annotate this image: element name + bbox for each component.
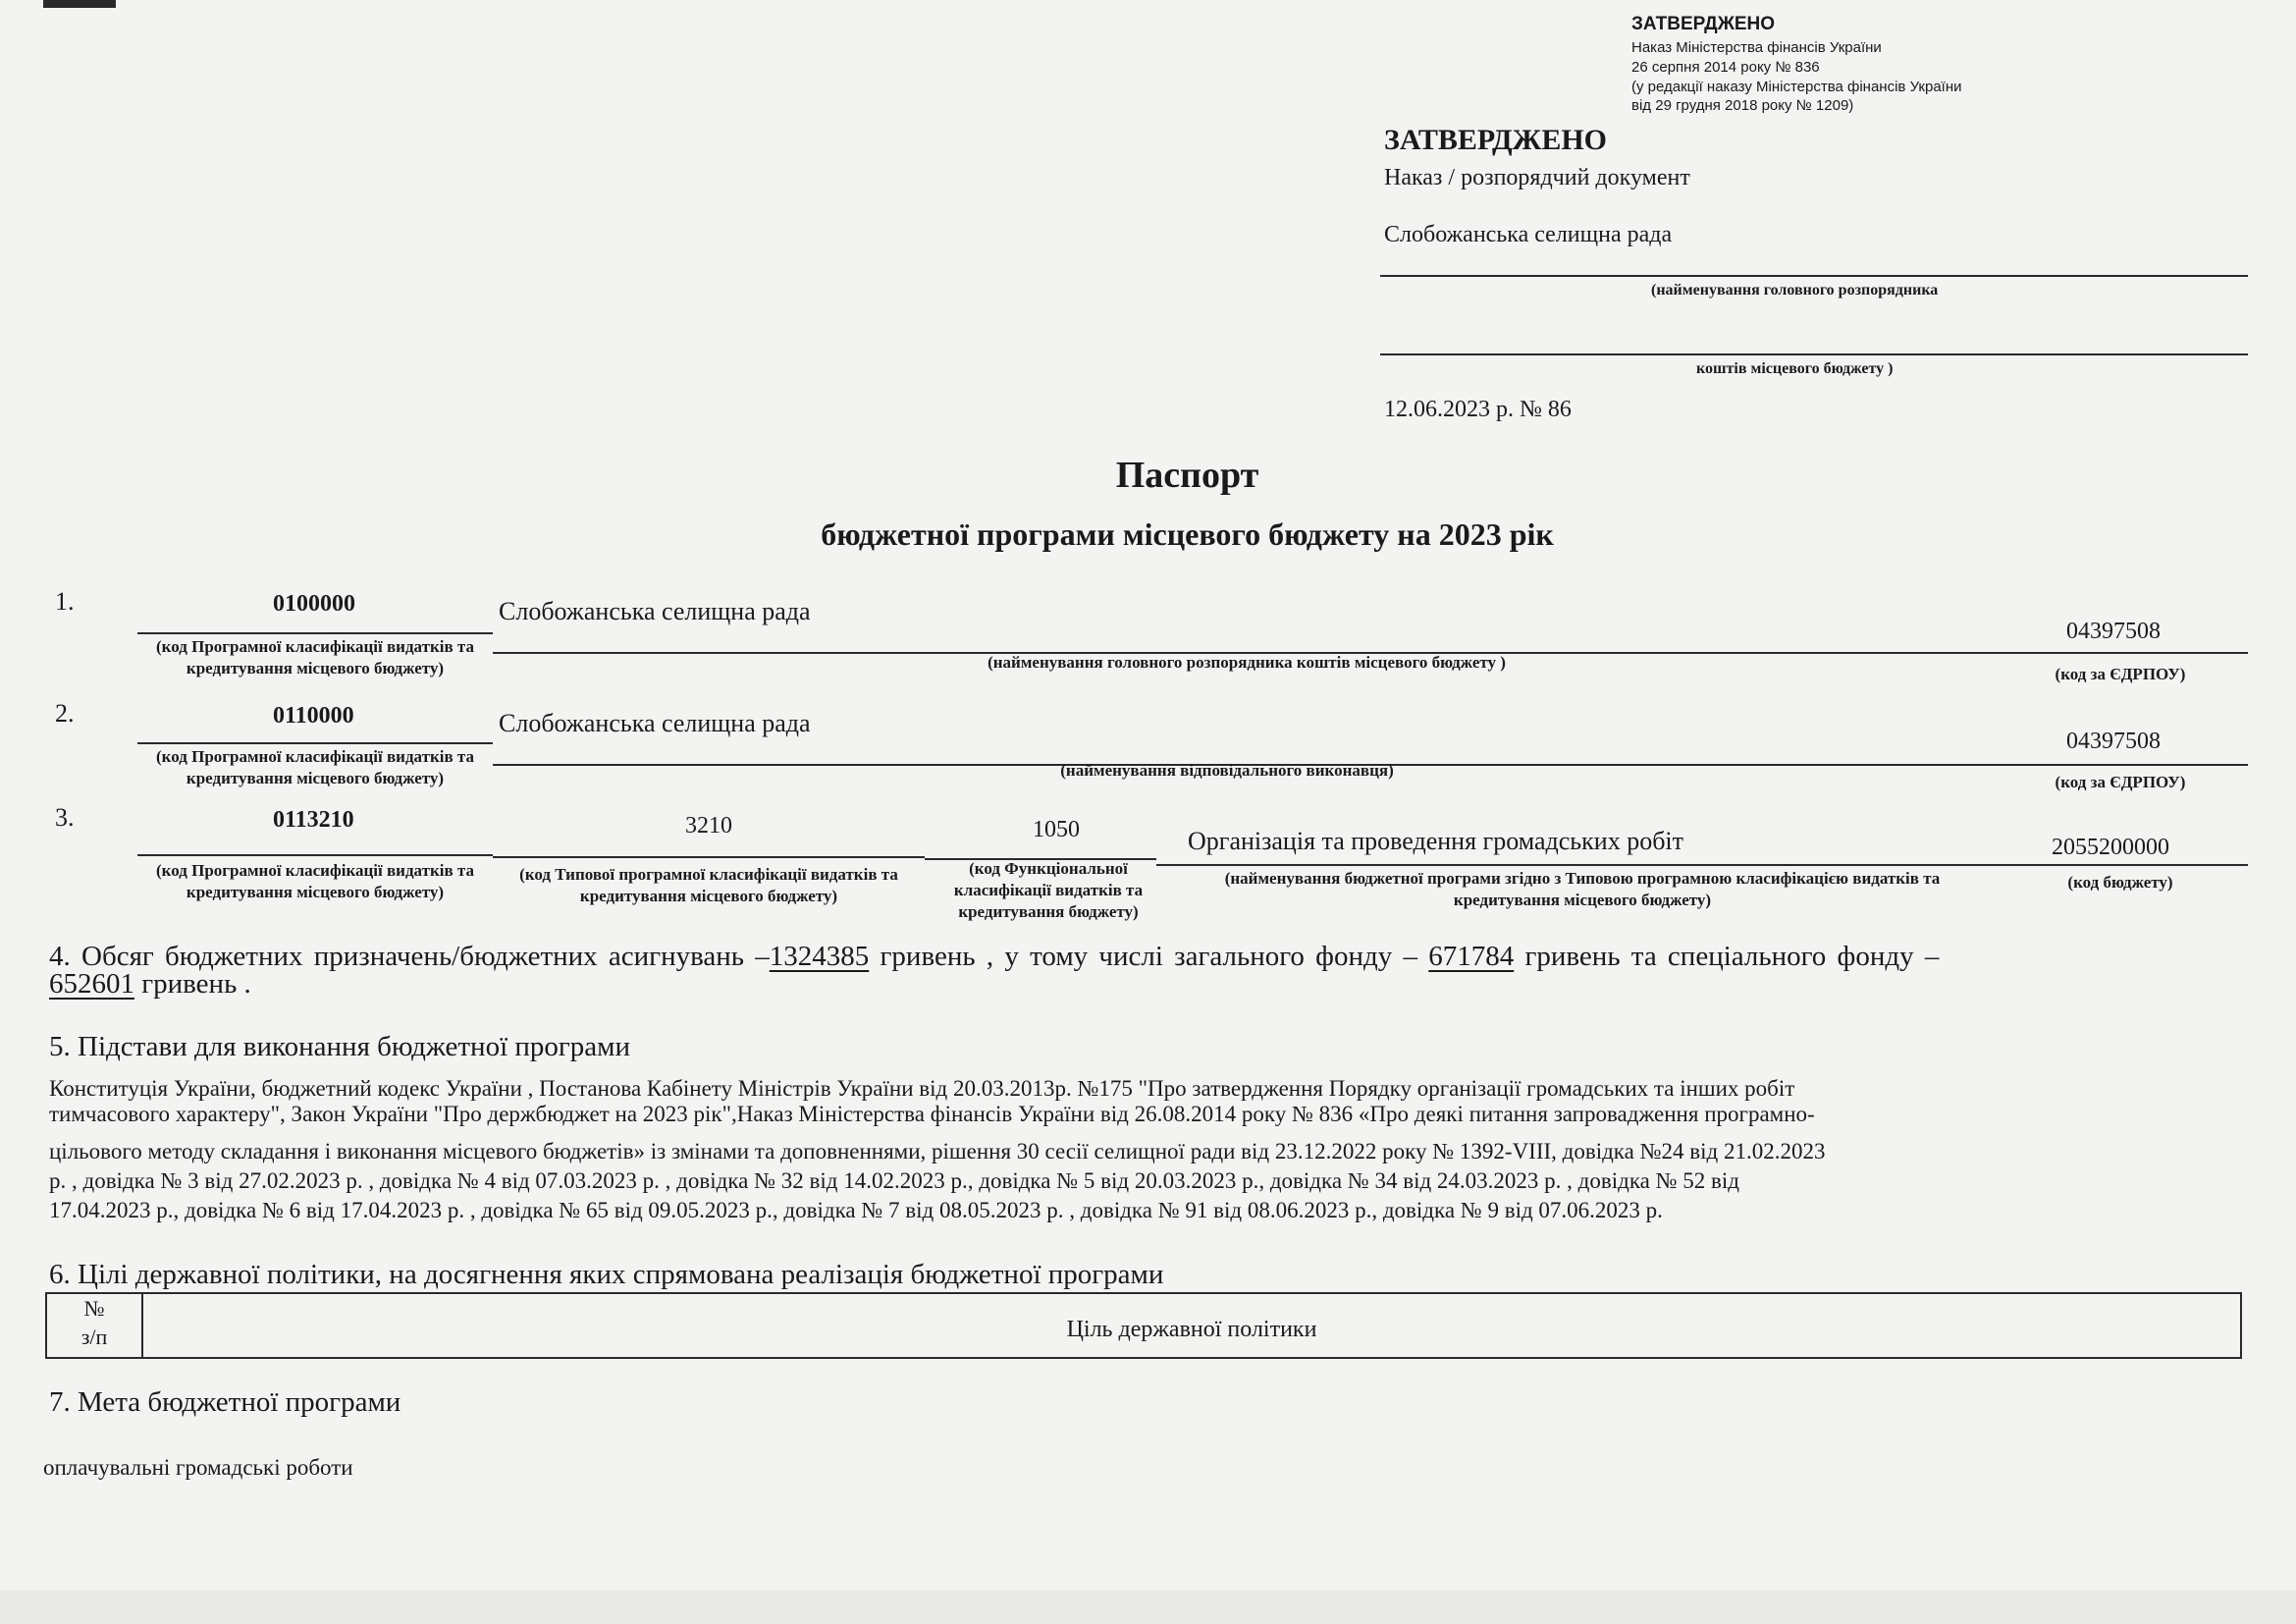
approval-top-title: ЗАТВЕРДЖЕНО <box>1631 14 1776 34</box>
row2-edrpou-caption: (код за ЄДРПОУ) <box>2055 773 2186 791</box>
row1-edrpou: 04397508 <box>2066 619 2161 644</box>
row3-code: 0113210 <box>273 807 354 833</box>
section5-line3: цільового методу складання і виконання місцевого бюджетів» із змінами та доповненнями, рішення 30 сесії селищної ради від 23.12.2022 року № 1392-VIII, довідка №24 від 21.02.2023 <box>49 1139 1826 1164</box>
section4-text <box>49 941 2248 973</box>
row2-name-caption: (найменування відповідального виконавця) <box>1060 761 1394 780</box>
approval-top-line4: від 29 грудня 2018 року № 1209) <box>1631 97 1854 114</box>
row3-name-caption: (найменування бюджетної програми згідно з Типовою програмною класифікацією видатків та кредитування місцевого бюджету) <box>1224 869 1941 909</box>
approval-main-title: ЗАТВЕРДЖЕНО <box>1384 124 1607 156</box>
approval-caption-2: коштів місцевого бюджету ) <box>1696 360 1894 377</box>
row2-code-caption: (код Програмної класифікації видатків та кредитування місцевого бюджету) <box>156 747 474 787</box>
approval-caption-1: (найменування головного розпорядника <box>1651 282 1939 298</box>
section4-mid2: гривень та спеціального фонду – <box>1514 941 1940 972</box>
section6-col-number <box>47 1294 143 1357</box>
row1-code: 0100000 <box>273 591 355 617</box>
section4-special: 652601 <box>49 968 134 1000</box>
row3-typical-code: 3210 <box>685 813 732 839</box>
approval-org: Слобожанська селищна рада <box>1384 222 1673 247</box>
section7-text: оплачувальні громадські роботи <box>43 1455 353 1480</box>
section4-suffix: гривень . <box>134 968 251 1000</box>
scan-bottom-band <box>0 1591 2296 1624</box>
approval-date-number: 12.06.2023 р. № 86 <box>1384 397 1572 422</box>
section5-line5: 17.04.2023 р., довідка № 6 від 17.04.2023 р. , довідка № 65 від 09.05.2023 р., довідка № 7 від 08.05.2023 р. , довідка № 91 від 08.06.2023 р., довідка № 9 від 07.06.2023 р. <box>49 1198 1663 1222</box>
row2-code-line <box>137 742 493 744</box>
row3-typical-caption: (код Типової програмної класифікації видатків та кредитування місцевого бюджету) <box>519 865 898 905</box>
section6-heading: 6. Цілі державної політики, на досягнення яких спрямована реалізація бюджетної програми <box>49 1259 1164 1290</box>
section4-total: 1324385 <box>769 941 870 972</box>
section6-col-number-line1: № <box>83 1296 105 1321</box>
row1-code-caption: (код Програмної класифікації видатків та кредитування місцевого бюджету) <box>156 637 474 677</box>
row1-code-line <box>137 632 493 634</box>
section4-prefix: 4. Обсяг бюджетних призначень/бюджетних асигнувань – <box>49 941 770 972</box>
approval-top-line3: (у редакції наказу Міністерства фінансів України <box>1631 79 1962 95</box>
section5-line1: Конституція України, бюджетний кодекс України , Постанова Кабінету Міністрів України від 20.03.2013р. №175 "Про затвердження Порядку організації громадських та інших робіт <box>49 1076 1795 1101</box>
row3-typical-line <box>493 856 925 858</box>
row3-budget-caption: (код бюджету) <box>2067 873 2173 892</box>
approval-top-line1: Наказ Міністерства фінансів України <box>1631 39 1882 56</box>
row2-number: 2. <box>55 699 75 728</box>
approval-line-2 <box>1380 353 2248 355</box>
section4-text-line2 <box>49 968 251 1001</box>
row2-edrpou: 04397508 <box>2066 729 2161 754</box>
row3-func-code: 1050 <box>1033 817 1080 842</box>
section6-col-number-line2: з/п <box>80 1325 108 1349</box>
section4-mid1: гривень , у тому числі загального фонду – <box>869 941 1429 972</box>
row3-func-caption: (код Функціональної класифікації видатків та кредитування бюджету) <box>953 859 1144 921</box>
row2-code: 0110000 <box>273 703 354 729</box>
row1-name: Слобожанська селищна рада <box>499 597 811 625</box>
row1-number: 1. <box>55 587 75 616</box>
row3-name: Організація та проведення громадських робіт <box>1188 827 1684 855</box>
page-title: Паспорт <box>1115 455 1259 496</box>
row3-code-line <box>137 854 493 856</box>
row3-code-caption: (код Програмної класифікації видатків та кредитування місцевого бюджету) <box>156 861 474 901</box>
row2-name: Слобожанська селищна рада <box>499 709 811 737</box>
approval-doc-type: Наказ / розпорядчий документ <box>1384 165 1690 190</box>
section4-general: 671784 <box>1428 941 1515 972</box>
section5-heading: 5. Підстави для виконання бюджетної програми <box>49 1031 631 1062</box>
section6-col-goal: Ціль державної політики <box>1066 1317 1317 1342</box>
scan-corner-mark <box>43 0 116 8</box>
section5-line4: р. , довідка № 3 від 27.02.2023 р. , довідка № 4 від 07.03.2023 р. , довідка № 32 від 14.02.2023 р., довідка № 5 від 20.03.2023 р., довідка № 34 від 24.03.2023 р. , довідка № 52 від <box>49 1168 1740 1193</box>
section7-heading: 7. Мета бюджетної програми <box>49 1386 401 1418</box>
approval-line-1 <box>1380 275 2248 277</box>
row3-name-line <box>1156 864 2248 866</box>
row1-edrpou-caption: (код за ЄДРПОУ) <box>2055 665 2186 683</box>
row3-number: 3. <box>55 803 75 832</box>
row3-budget-code: 2055200000 <box>2052 835 2169 860</box>
row1-name-caption: (найменування головного розпорядника коштів місцевого бюджету ) <box>988 653 1506 672</box>
section6-table <box>45 1292 2242 1359</box>
approval-top-line2: 26 серпня 2014 року № 836 <box>1631 59 1820 76</box>
section5-line2: тимчасового характеру", Закон України "Про держбюджет на 2023 рік",Наказ Міністерства фінансів України від 26.08.2014 року № 836 «Про деякі питання запровадження програмно- <box>49 1102 1815 1126</box>
page-subtitle: бюджетної програми місцевого бюджету на 2023 рік <box>821 516 1554 552</box>
